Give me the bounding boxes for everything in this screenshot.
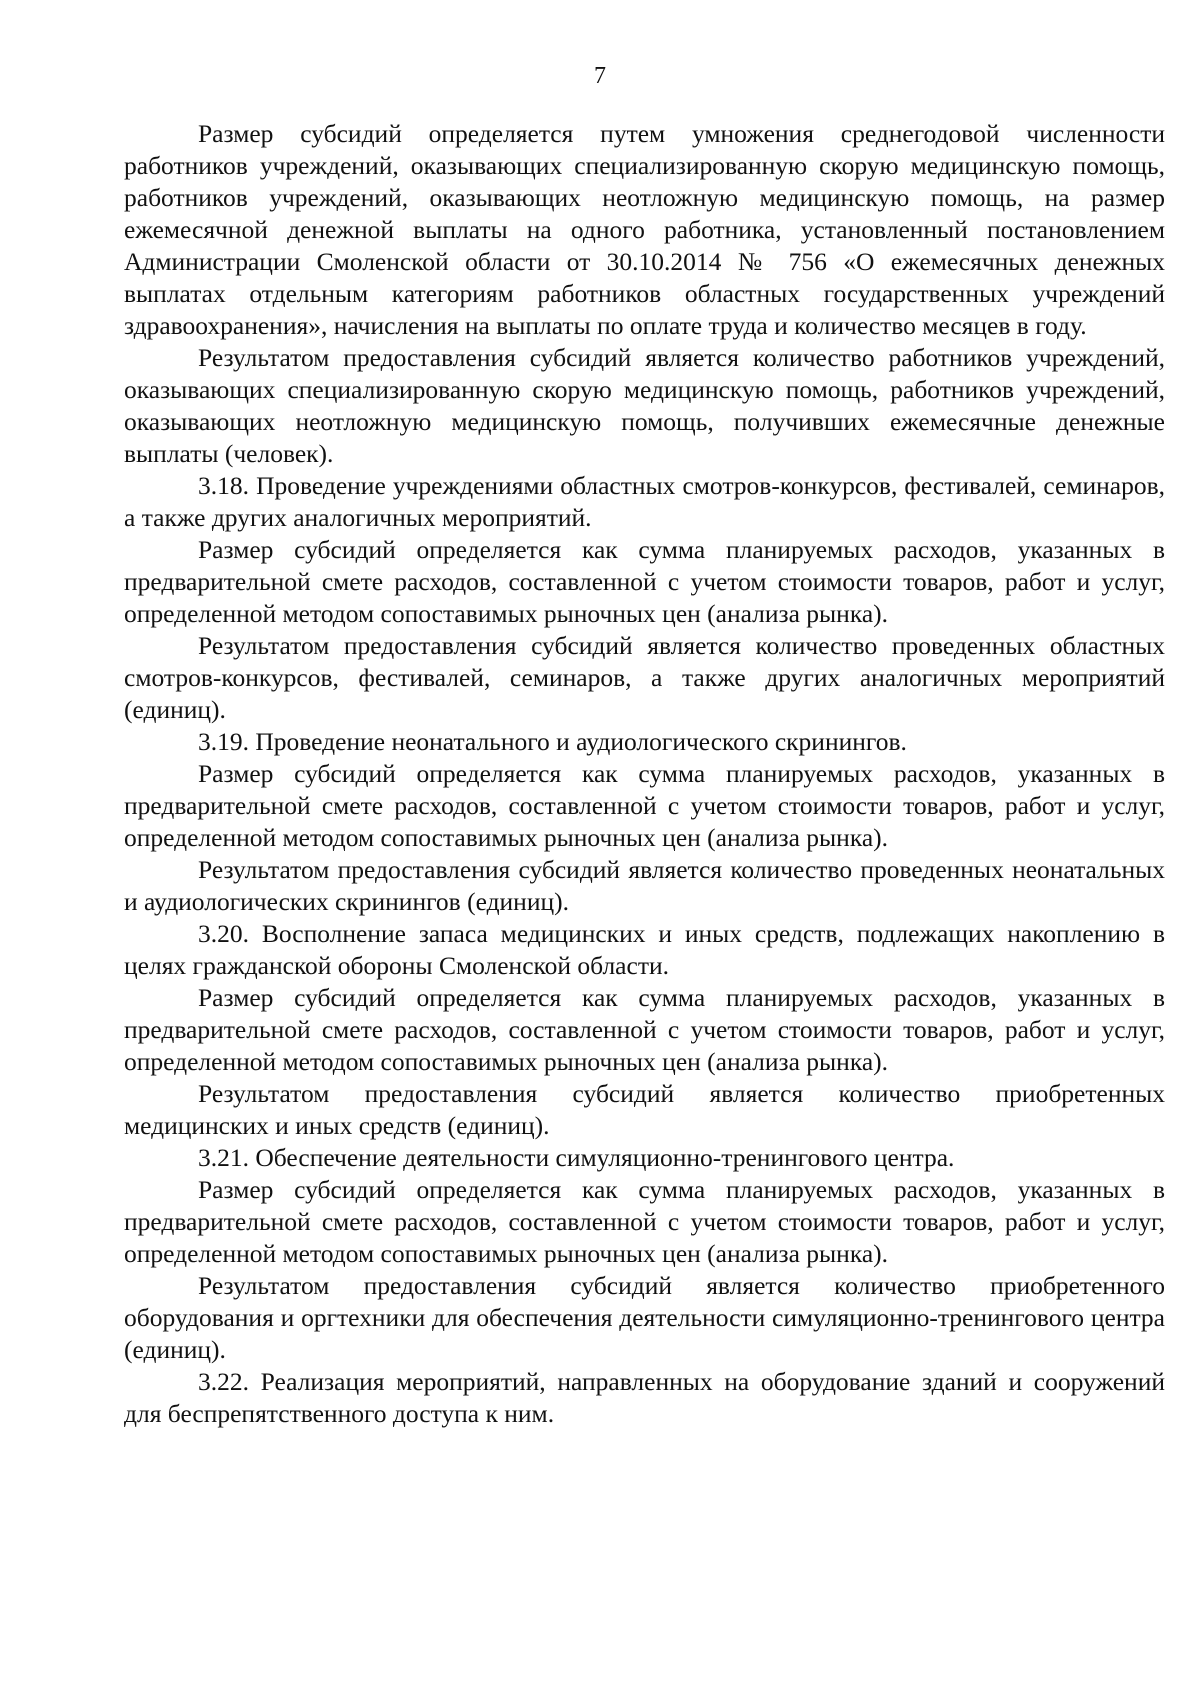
page-number: 7	[594, 63, 606, 89]
paragraph-subsidy-calculation: Размер субсидий определяется путем умножения среднегодовой численности работников учреждений, оказывающих специализированную скорую медицинскую помощь, работников учреждений, оказывающих неотложную медицинскую помощь, на размер ежемесячной денежной выплаты на одного работника, установленный постановлением Администрации Смоленской области от 30.10.2014 № 756 «О ежемесячных денежных выплатах отдельным категориям работников областных государственных учреждений здравоохранения», начисления на выплаты по оплате труда и количество месяцев в году.	[124, 119, 1165, 340]
paragraph-result-3-19: Результатом предоставления субсидий является количество проведенных неонатальных и аудиологических скринингов (единиц).	[124, 855, 1165, 916]
section-3-18-heading: 3.18. Проведение учреждениями областных смотров-конкурсов, фестивалей, семинаров, а также других аналогичных мероприятий.	[124, 471, 1165, 532]
paragraph-subsidy-amount-3-19: Размер субсидий определяется как сумма планируемых расходов, указанных в предварительной смете расходов, составленной с учетом стоимости товаров, работ и услуг, определенной методом сопоставимых рыночных цен (анализа рынка).	[124, 759, 1165, 852]
paragraph-subsidy-amount-3-18: Размер субсидий определяется как сумма планируемых расходов, указанных в предварительной смете расходов, составленной с учетом стоимости товаров, работ и услуг, определенной методом сопоставимых рыночных цен (анализа рынка).	[124, 535, 1165, 628]
paragraph-result-3-18: Результатом предоставления субсидий является количество проведенных областных смотров-конкурсов, фестивалей, семинаров, а также других аналогичных мероприятий (единиц).	[124, 631, 1165, 724]
section-3-20-heading: 3.20. Восполнение запаса медицинских и иных средств, подлежащих накоплению в целях гражданской обороны Смоленской области.	[124, 919, 1165, 980]
paragraph-result-3-21: Результатом предоставления субсидий является количество приобретенного оборудования и оргтехники для обеспечения деятельности симуляционно-тренингового центра (единиц).	[124, 1271, 1165, 1364]
paragraph-result-workers: Результатом предоставления субсидий является количество работников учреждений, оказывающих специализированную скорую медицинскую помощь, работников учреждений, оказывающих неотложную медицинскую помощь, получивших ежемесячные денежные выплаты (человек).	[124, 343, 1165, 468]
document-body	[124, 118, 1165, 1430]
section-3-19-heading: 3.19. Проведение неонатального и аудиологического скринингов.	[198, 727, 907, 756]
paragraph-subsidy-amount-3-20: Размер субсидий определяется как сумма планируемых расходов, указанных в предварительной смете расходов, составленной с учетом стоимости товаров, работ и услуг, определенной методом сопоставимых рыночных цен (анализа рынка).	[124, 983, 1165, 1076]
section-3-21-heading: 3.21. Обеспечение деятельности симуляционно-тренингового центра.	[198, 1143, 955, 1172]
paragraph-result-3-20: Результатом предоставления субсидий является количество приобретенных медицинских и иных средств (единиц).	[124, 1079, 1165, 1140]
section-3-22-heading: 3.22. Реализация мероприятий, направленных на оборудование зданий и сооружений для беспрепятственного доступа к ним.	[124, 1367, 1165, 1428]
paragraph-subsidy-amount-3-21: Размер субсидий определяется как сумма планируемых расходов, указанных в предварительной смете расходов, составленной с учетом стоимости товаров, работ и услуг, определенной методом сопоставимых рыночных цен (анализа рынка).	[124, 1175, 1165, 1268]
